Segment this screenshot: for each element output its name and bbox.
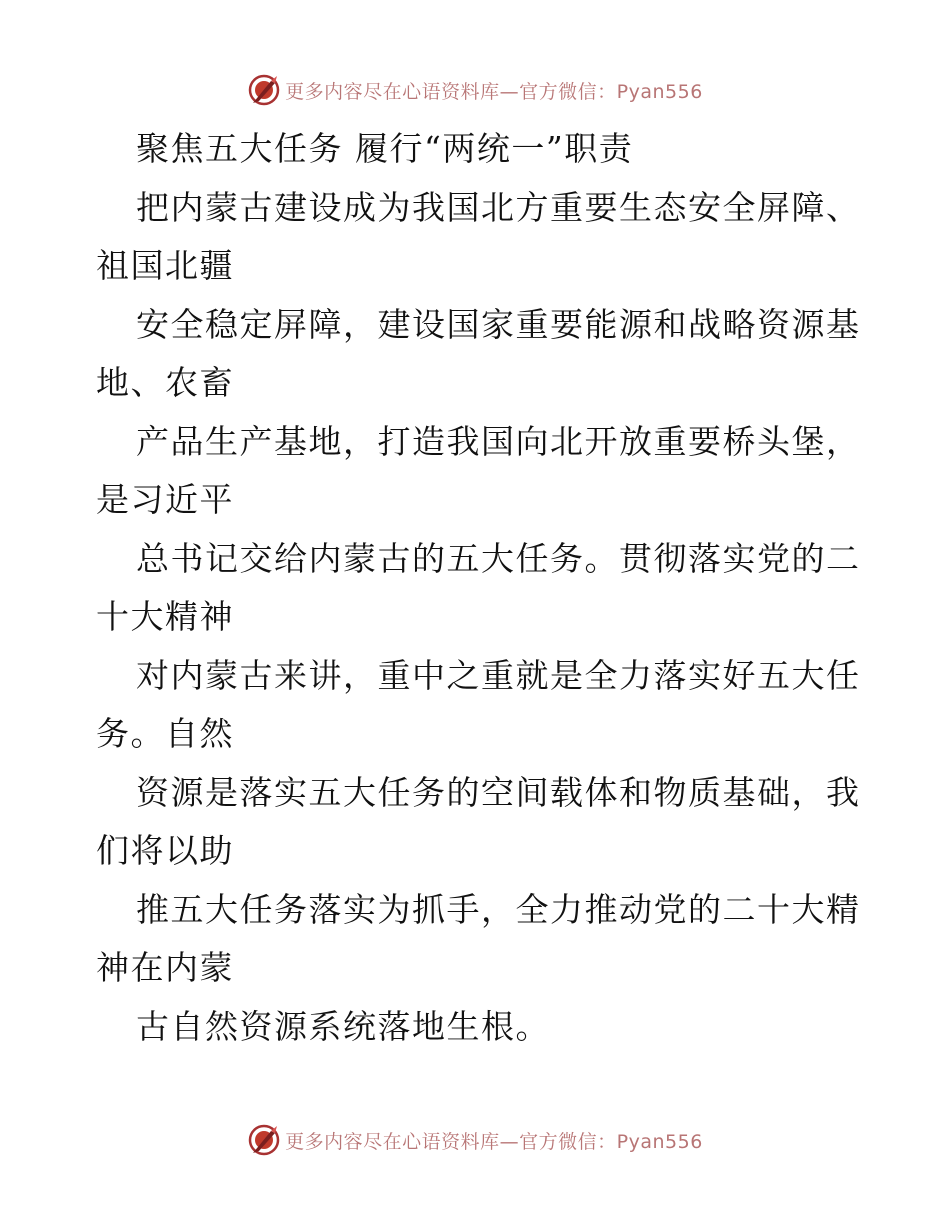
paragraph-line: 推五大任务落实为抓手，全力推动党的二十大精 bbox=[136, 889, 861, 929]
paragraph-line: 神在内蒙 bbox=[96, 948, 234, 987]
paragraph-line: 产品生产基地，打造我国向北开放重要桥头堡， bbox=[136, 421, 861, 461]
paragraph-line: 祖国北疆 bbox=[96, 246, 234, 285]
paragraph-line: 是习近平 bbox=[96, 480, 234, 519]
document-body bbox=[96, 120, 866, 1056]
banner-text: 更多内容尽在心语资料库—官方微信：Pyan556 bbox=[285, 1130, 703, 1153]
paragraph-line: 对内蒙古来讲，重中之重就是全力落实好五大任 bbox=[136, 655, 861, 695]
paragraph-line: 务。自然 bbox=[96, 714, 234, 753]
paragraph-line: 们将以助 bbox=[96, 831, 234, 870]
paragraph-line: 总书记交给内蒙古的五大任务。贯彻落实党的二 bbox=[136, 538, 861, 578]
paragraph-line: 古自然资源系统落地生根。 bbox=[136, 1006, 550, 1046]
paragraph-line: 安全稳定屏障，建设国家重要能源和战略资源基 bbox=[136, 304, 861, 344]
header-banner bbox=[0, 70, 950, 110]
banner-text: 更多内容尽在心语资料库—官方微信：Pyan556 bbox=[285, 80, 703, 103]
paragraph-line: 把内蒙古建设成为我国北方重要生态安全屏障、 bbox=[136, 187, 861, 227]
paragraph-line: 资源是落实五大任务的空间载体和物质基础，我 bbox=[136, 772, 861, 812]
paragraph-line: 十大精神 bbox=[96, 597, 234, 636]
footer-banner bbox=[0, 1120, 950, 1160]
quill-pen-logo-icon bbox=[247, 73, 281, 107]
paragraph-line: 聚焦五大任务 履行“两统一”职责 bbox=[136, 129, 634, 168]
quill-pen-logo-icon bbox=[247, 1123, 281, 1157]
paragraph-line: 地、农畜 bbox=[96, 363, 234, 402]
